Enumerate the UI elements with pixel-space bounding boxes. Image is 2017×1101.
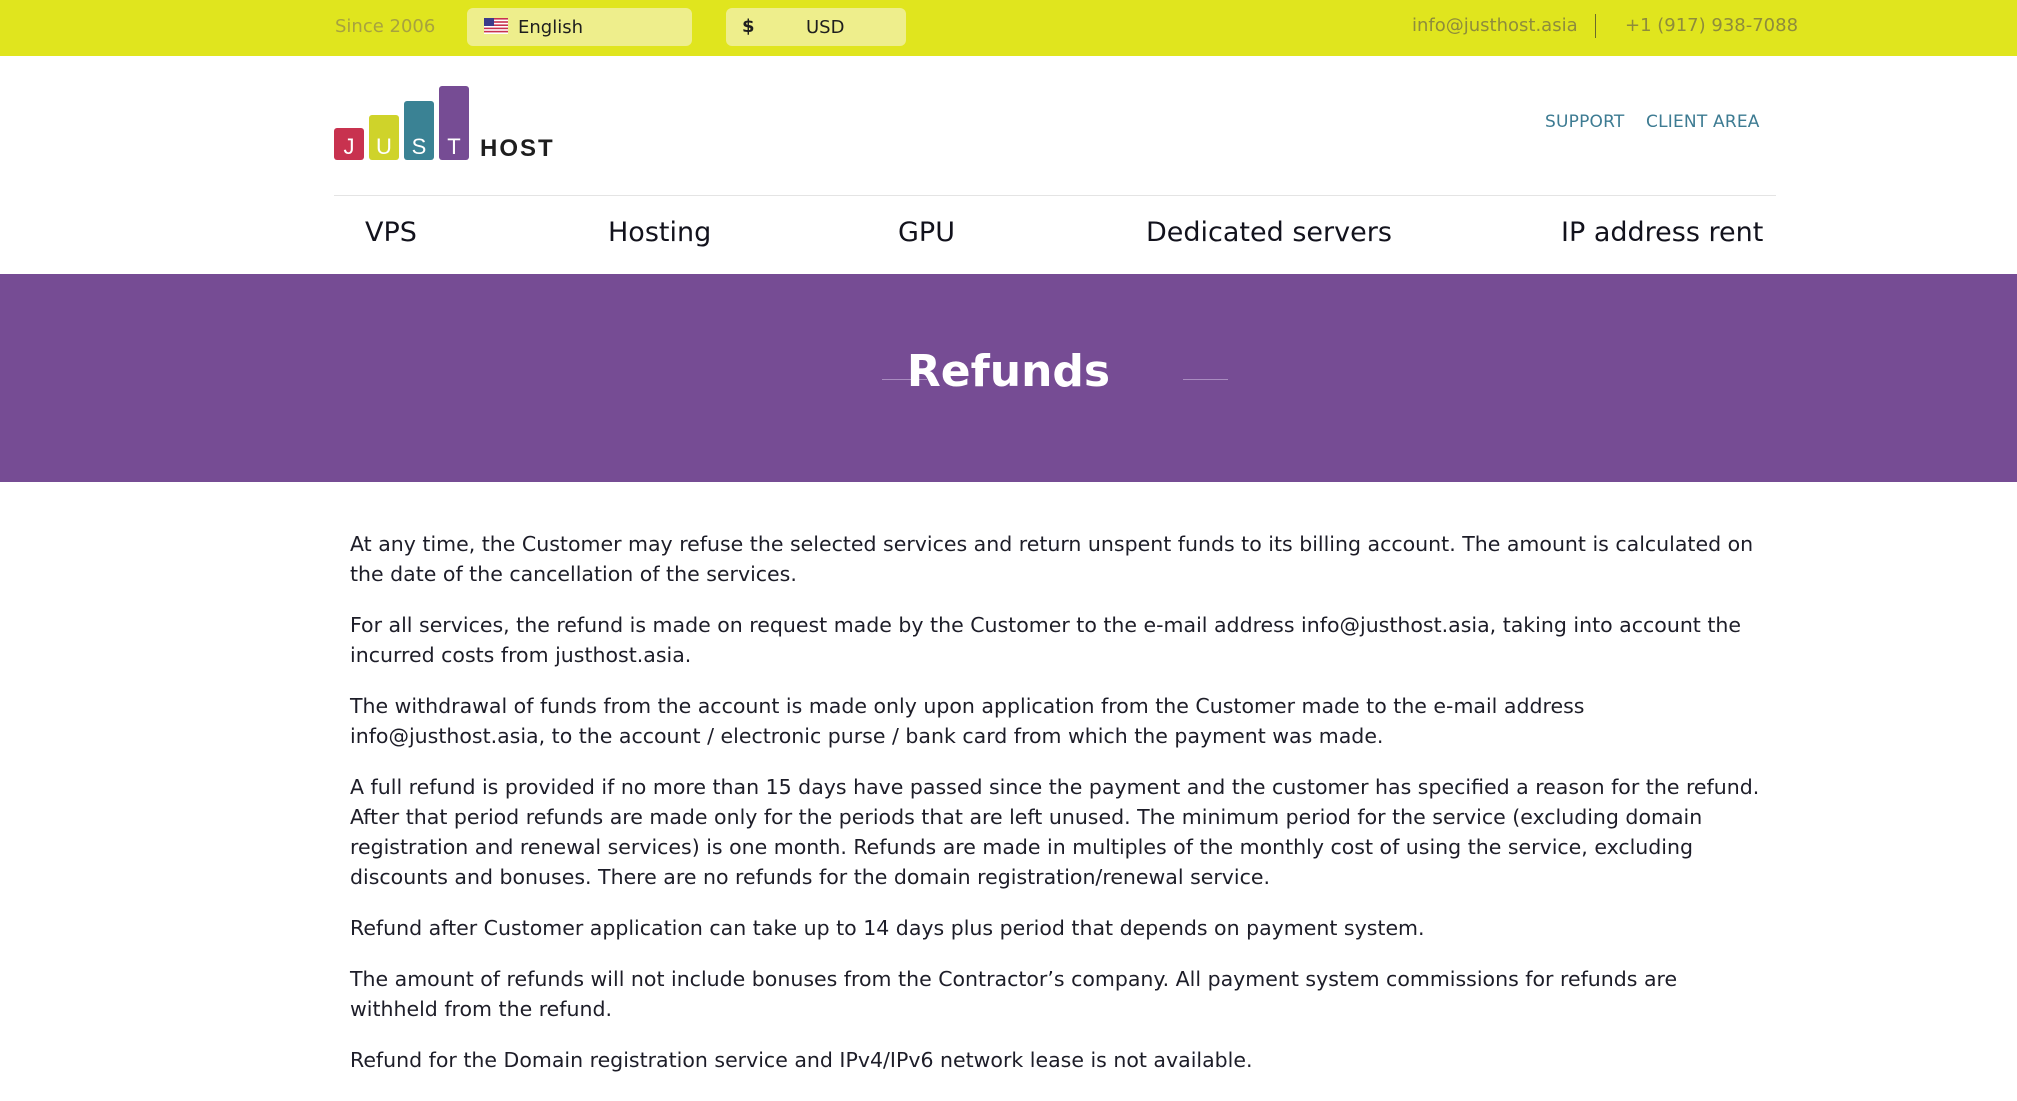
since-label: Since 2006 <box>335 16 436 37</box>
nav-gpu[interactable]: GPU <box>898 217 955 248</box>
paragraph: Refund after Customer application can take up to 14 days plus period that depends on payment system. <box>350 916 1425 940</box>
phone-link[interactable]: +1 (917) 938-7088 <box>1625 15 1799 36</box>
paragraph: At any time, the Customer may refuse the selected services and return unspent funds to its billing account. The amount is calculated on the date of the cancellation of the services. <box>350 532 1754 586</box>
currency-label: USD <box>806 17 845 38</box>
svg-text:J: J <box>343 134 355 159</box>
title-decor-line <box>1183 379 1228 380</box>
nav-dedicated-servers[interactable]: Dedicated servers <box>1146 217 1392 248</box>
nav-ip-address-rent[interactable]: IP address rent <box>1561 217 1764 248</box>
nav-vps[interactable]: VPS <box>365 217 417 248</box>
svg-text:T: T <box>447 134 461 159</box>
client-area-link[interactable]: CLIENT AREA <box>1646 112 1760 132</box>
svg-text:HOST: HOST <box>480 135 555 162</box>
nav-hosting[interactable]: Hosting <box>608 217 712 248</box>
svg-text:U: U <box>376 134 392 159</box>
header-divider <box>334 195 1776 196</box>
divider <box>1595 14 1596 38</box>
paragraph: Refund for the Domain registration service and IPv4/IPv6 network lease is not available. <box>350 1048 1253 1072</box>
currency-selector[interactable] <box>726 8 906 46</box>
paragraph: For all services, the refund is made on request made by the Customer to the e-mail address info@justhost.asia, taking into account the incurred costs from justhost.asia. <box>350 613 1742 667</box>
page-hero <box>0 274 2017 482</box>
support-link[interactable]: SUPPORT <box>1545 112 1625 132</box>
language-label: English <box>518 17 583 38</box>
paragraph: The withdrawal of funds from the account is made only upon application from the Customer made to the e-mail address info@justhost.asia, to the account / electronic purse / bank card from which the payment was made. <box>350 694 1585 748</box>
refund-policy-text <box>350 529 1760 1096</box>
svg-text:S: S <box>411 134 427 159</box>
us-flag-icon <box>484 18 508 34</box>
paragraph: A full refund is provided if no more than 15 days have passed since the payment and the customer has specified a reason for the refund. After that period refunds are made only for the periods that are left unused. The minimum period for the service (excluding domain registration and renewal services) is one month. Refunds are made in multiples of the monthly cost of using the service, excluding discounts and bonuses. There are no refunds for the domain registration/renewal service. <box>350 775 1760 889</box>
justhost-logo[interactable] <box>334 84 555 162</box>
paragraph: The amount of refunds will not include bonuses from the Contractor’s company. All payment system commissions for refunds are withheld from the refund. <box>350 967 1678 1021</box>
top-bar <box>0 0 2017 56</box>
currency-symbol: $ <box>742 16 755 37</box>
page-title: Refunds <box>906 346 1111 397</box>
email-link[interactable]: info@justhost.asia <box>1412 15 1578 36</box>
language-selector[interactable] <box>467 8 692 46</box>
